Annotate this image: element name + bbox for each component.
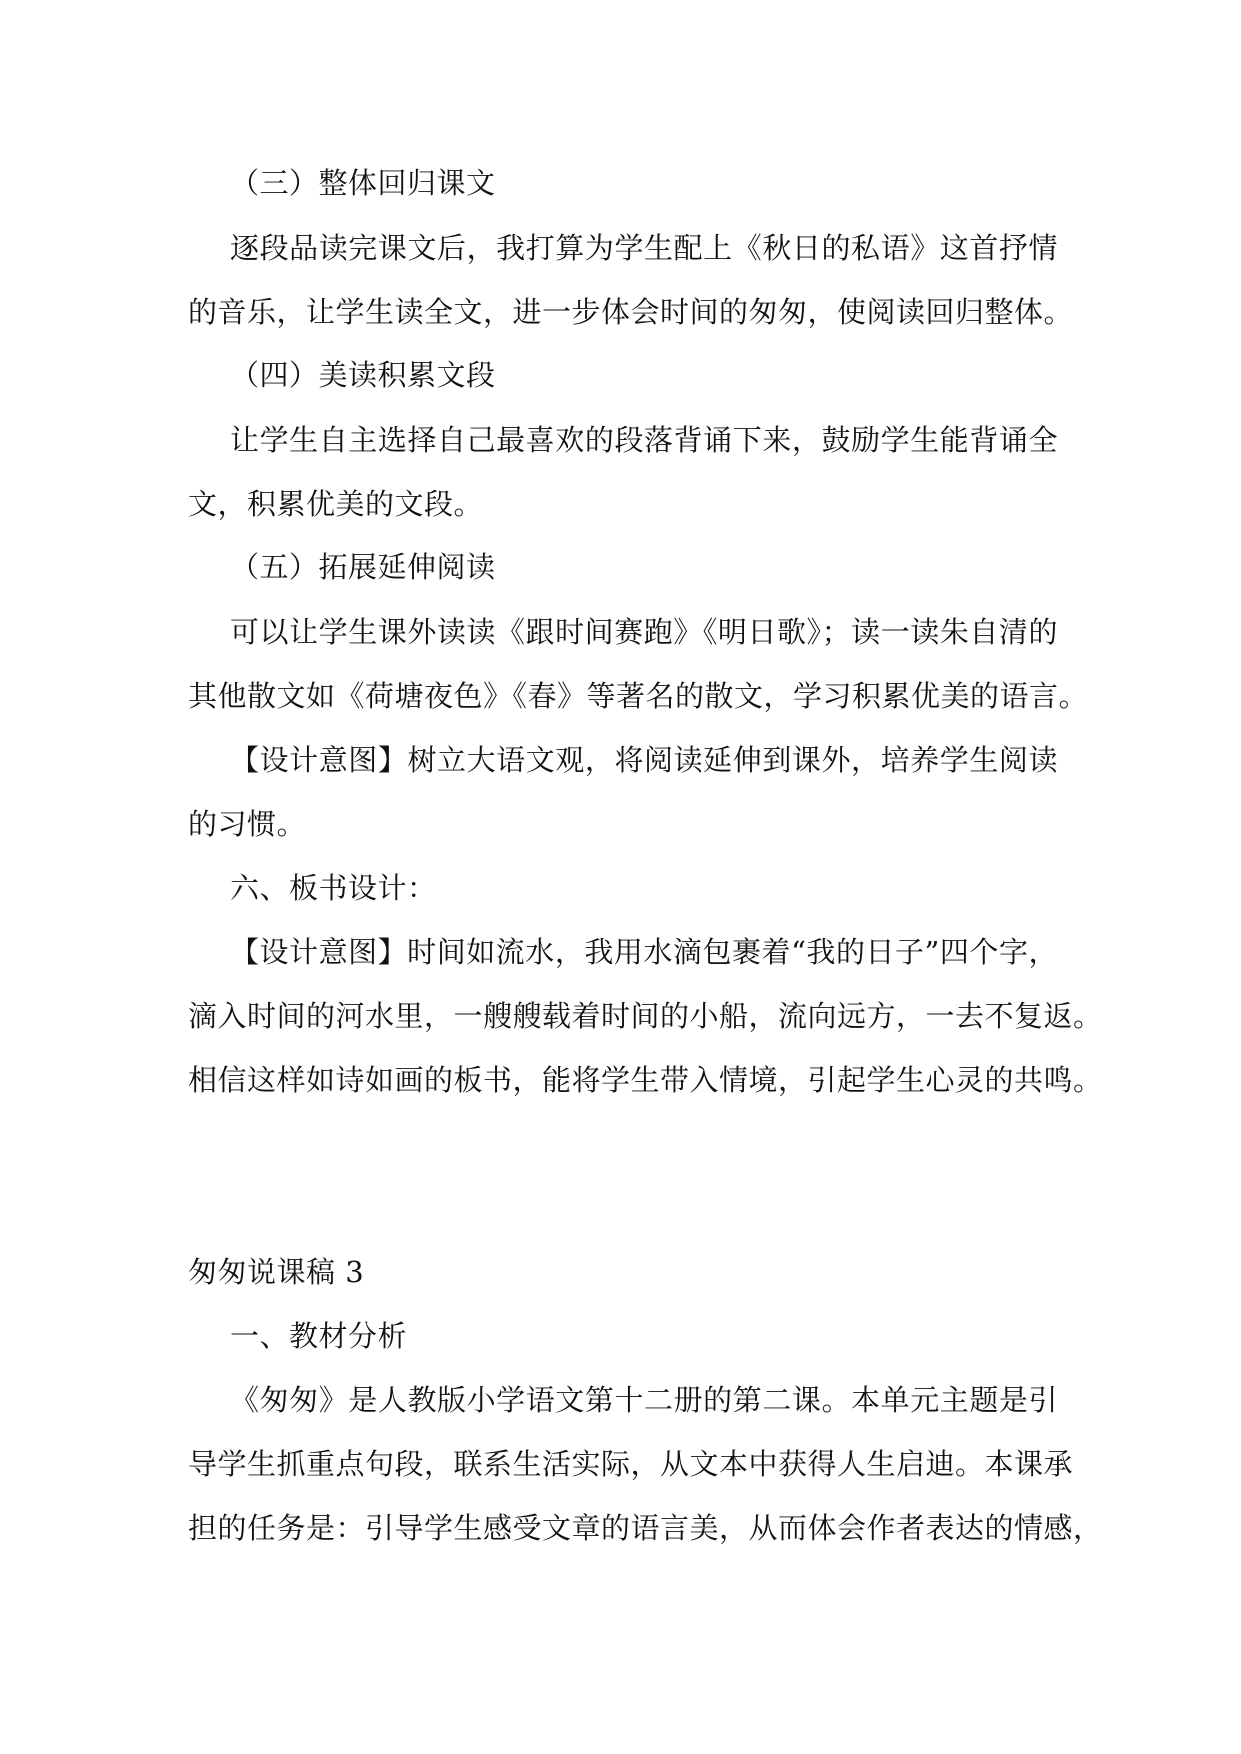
paragraph-line: 的音乐，让学生读全文，进一步体会时间的匆匆，使阅读回归整体。 bbox=[188, 295, 1074, 329]
paragraph-line: 的习惯。 bbox=[188, 807, 307, 841]
paragraph-line: 滴入时间的河水里，一艘艘载着时间的小船，流向远方，一去不复返。 bbox=[188, 999, 1103, 1033]
section-heading-4: （四）美读积累文段 bbox=[230, 358, 496, 392]
paragraph-line: 《匆匆》是人教版小学语文第十二册的第二课。本单元主题是引 bbox=[230, 1383, 1058, 1417]
paragraph-line: 其他散文如《荷塘夜色》《春》等著名的散文，学习积累优美的语言。 bbox=[188, 679, 1089, 713]
paragraph-line: 逐段品读完课文后，我打算为学生配上《秋日的私语》这首抒情 bbox=[230, 231, 1058, 265]
paragraph-line: 相信这样如诗如画的板书，能将学生带入情境，引起学生心灵的共鸣。 bbox=[188, 1063, 1103, 1097]
design-intent-line: 【设计意图】树立大语文观，将阅读延伸到课外，培养学生阅读 bbox=[230, 743, 1058, 777]
section-heading-5: （五）拓展延伸阅读 bbox=[230, 550, 496, 584]
paragraph-line: 让学生自主选择自己最喜欢的段落背诵下来，鼓励学生能背诵全 bbox=[230, 423, 1058, 457]
section-heading-3: （三）整体回归课文 bbox=[230, 166, 496, 200]
design-intent-line: 【设计意图】时间如流水，我用水滴包裹着“我的日子”四个字， bbox=[230, 935, 1058, 969]
section-heading-6: 六、板书设计： bbox=[230, 871, 437, 905]
paragraph-line: 导学生抓重点句段，联系生活实际，从文本中获得人生启迪。本课承 bbox=[188, 1447, 1074, 1481]
section-heading-1: 一、教材分析 bbox=[230, 1319, 408, 1353]
paragraph-line: 担的任务是：引导学生感受文章的语言美，从而体会作者表达的情感， bbox=[188, 1511, 1103, 1545]
paragraph-line: 文，积累优美的文段。 bbox=[188, 487, 484, 521]
paragraph-line: 可以让学生课外读读《跟时间赛跑》《明日歌》；读一读朱自清的 bbox=[230, 615, 1058, 649]
document-title: 匆匆说课稿 3 bbox=[188, 1255, 365, 1289]
